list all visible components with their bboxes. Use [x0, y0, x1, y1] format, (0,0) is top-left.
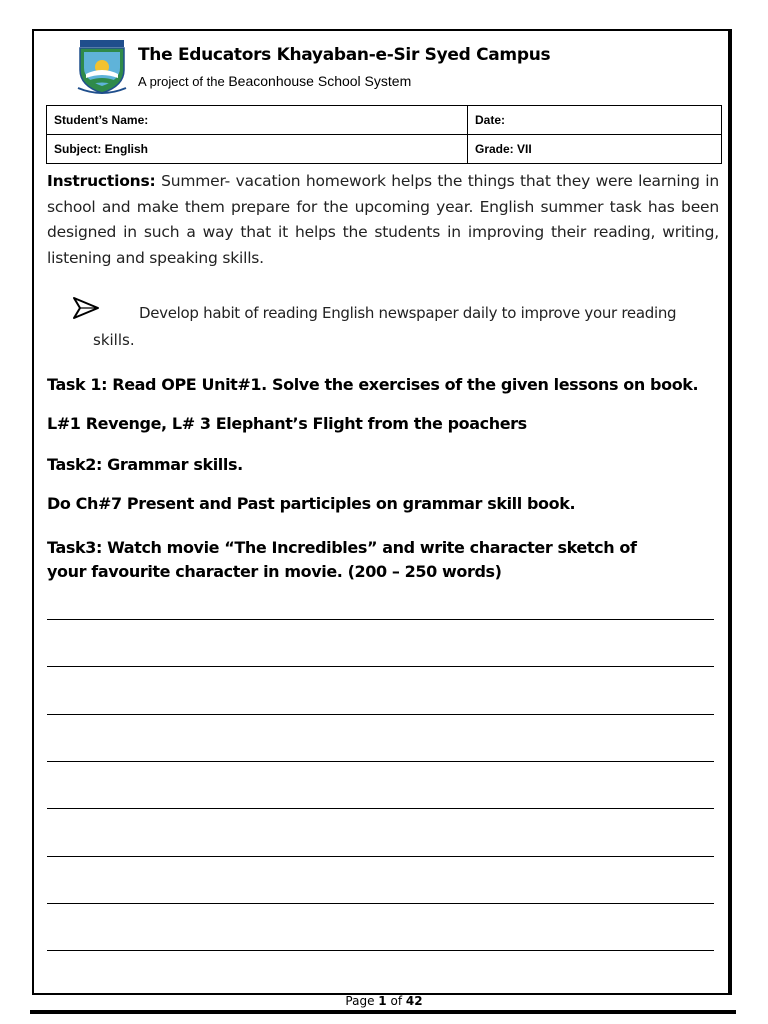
- answer-line[interactable]: [47, 856, 714, 857]
- grade-cell: Grade: VII: [468, 135, 722, 164]
- answer-line[interactable]: [47, 808, 714, 809]
- date-cell[interactable]: Date:: [468, 106, 722, 135]
- answer-line[interactable]: [47, 903, 714, 904]
- task2-detail: Do Ch#7 Present and Past participles on grammar skill book.: [47, 494, 576, 513]
- school-logo: [76, 40, 128, 95]
- page-total: 42: [405, 994, 423, 1008]
- bullet-text-line2: skills.: [93, 331, 135, 349]
- subject-cell: Subject: English: [47, 135, 468, 164]
- answer-line[interactable]: [47, 619, 714, 620]
- footer-rule: [30, 1010, 736, 1014]
- page-current: 1: [378, 994, 387, 1008]
- student-info-table: [46, 105, 722, 164]
- instructions-text: Summer- vacation homework helps the things that they were learning in school and make them prepare for the upcoming year. English summer task has been designed in such a way that it helps the students in improving their reading, writing, listening and speaking skills.: [47, 172, 719, 267]
- task3-heading-line2: your favourite character in movie. (200 – 250 words): [47, 562, 502, 581]
- instructions-label: Instructions:: [47, 172, 156, 190]
- arrow-bullet-icon: [72, 296, 100, 320]
- school-subtitle: [138, 73, 411, 89]
- task1-lessons: L#1 Revenge, L# 3 Elephant’s Flight from the poachers: [47, 414, 527, 433]
- answer-line[interactable]: [47, 761, 714, 762]
- page-of-label: of: [386, 994, 406, 1008]
- school-name: The Educators Khayaban-e-Sir Syed Campus: [138, 45, 551, 65]
- task2-heading: Task2: Grammar skills.: [47, 455, 243, 474]
- instructions-paragraph: [47, 169, 719, 271]
- answer-line[interactable]: [47, 714, 714, 715]
- bullet-text-line1: Develop habit of reading English newspaper daily to improve your reading: [139, 304, 677, 322]
- task3-heading-line1: Task3: Watch movie “The Incredibles” and write character sketch of: [47, 538, 637, 557]
- task1-heading: Task 1: Read OPE Unit#1. Solve the exercises of the given lessons on book.: [47, 375, 699, 394]
- student-name-cell[interactable]: Student’s Name:: [47, 106, 468, 135]
- answer-line[interactable]: [47, 666, 714, 667]
- page-number: [0, 994, 768, 1008]
- answer-line[interactable]: [47, 950, 714, 951]
- subtitle-system: Beaconhouse School System: [228, 73, 412, 89]
- subtitle-prefix: A project of the: [138, 74, 229, 89]
- page-label: Page: [345, 994, 379, 1008]
